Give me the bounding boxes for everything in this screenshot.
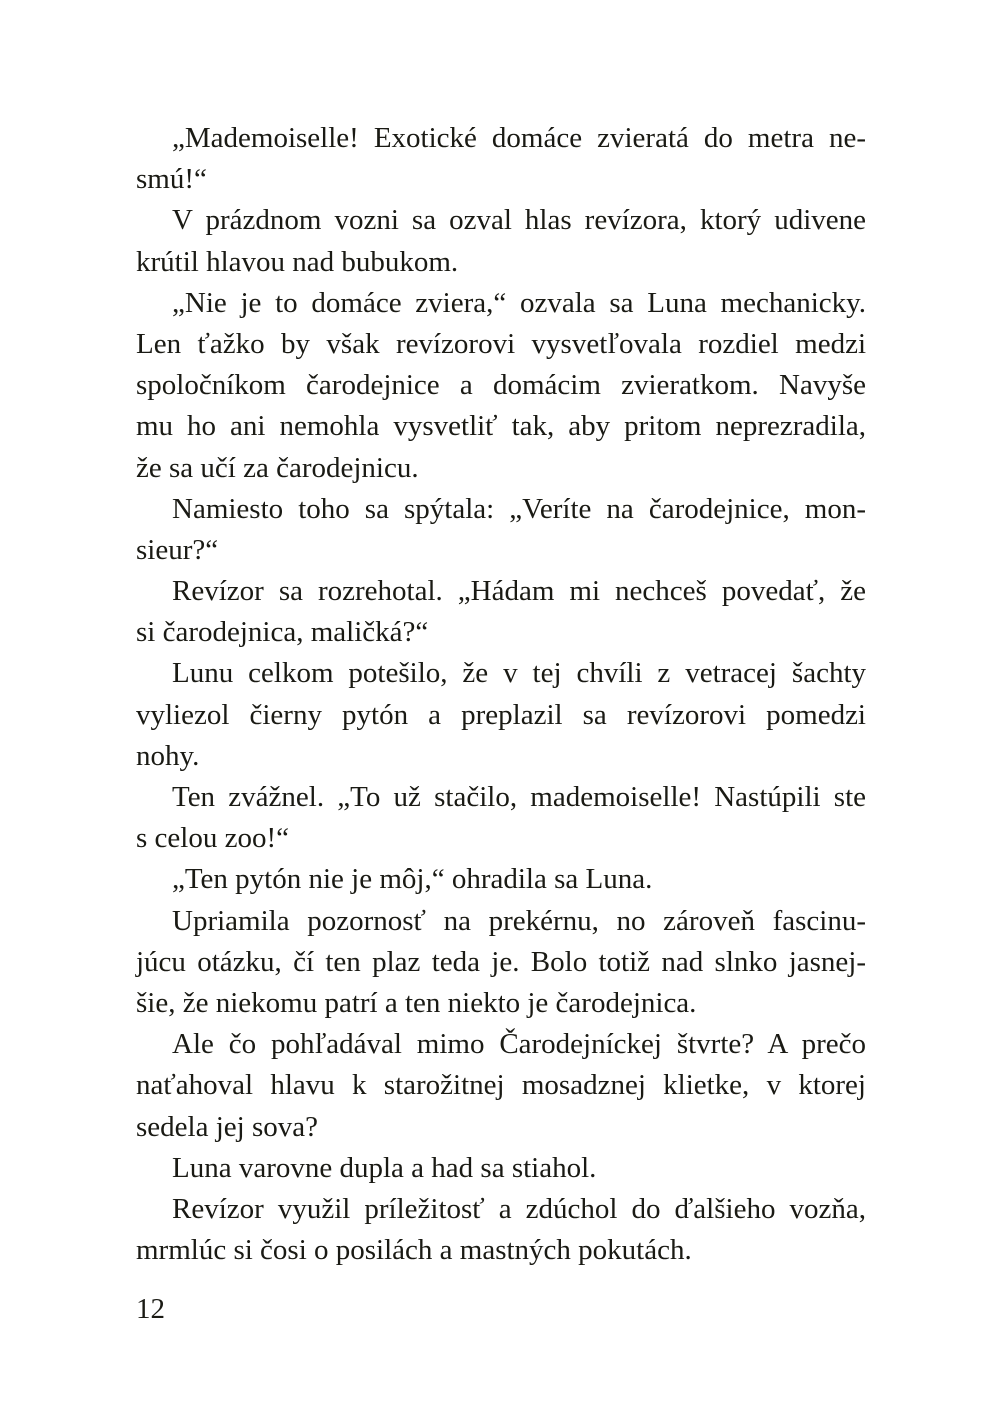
text-line: „Ten pytón nie je môj,“ ohradila sa Luna.	[172, 863, 653, 896]
text-line: sieur?“	[136, 533, 219, 566]
text-line: mrmlúc si čosi o posilách a mastných pokutách.	[136, 1234, 692, 1267]
text-line: si čarodejnica, maličká?“	[136, 616, 429, 649]
page-number: 12	[136, 1293, 165, 1325]
text-line: sedela jej sova?	[136, 1110, 318, 1143]
text-line: vyliezol čierny pytón a preplazil sa revízorovi pomedzi	[136, 698, 866, 731]
text-line: s celou zoo!“	[136, 822, 289, 855]
text-line: V prázdnom vozni sa ozval hlas revízora, ktorý udivene	[172, 204, 866, 237]
text-line: Luna varovne dupla a had sa stiahol.	[172, 1151, 597, 1184]
text-line: „Nie je to domáce zviera,“ ozvala sa Luna mechanicky.	[172, 286, 866, 319]
text-line: smú!“	[136, 163, 207, 196]
text-line: naťahoval hlavu k starožitnej mosadznej klietke, v ktorej	[136, 1069, 866, 1102]
text-line: Len ťažko by však revízorovi vysvetľovala rozdiel medzi	[136, 327, 866, 360]
body-text	[136, 118, 866, 1271]
text-line: spoločníkom čarodejnice a domácim zvieratkom. Navyše	[136, 369, 866, 402]
text-line: Lunu celkom potešilo, že v tej chvíli z vetracej šachty	[172, 657, 866, 690]
text-line: mu ho ani nemohla vysvetliť tak, aby pritom neprezradila,	[136, 410, 866, 443]
text-line: júcu otázku, čí ten plaz teda je. Bolo totiž nad slnko jasnej-	[136, 945, 866, 978]
text-line: Namiesto toho sa spýtala: „Veríte na čarodejnice, mon-	[172, 492, 866, 525]
text-line: Upriamila pozornosť na prekérnu, no zároveň fascinu-	[172, 904, 866, 937]
text-line: že sa učí za čarodejnicu.	[136, 451, 419, 484]
text-line: šie, že niekomu patrí a ten niekto je čarodejnica.	[136, 986, 697, 1019]
text-line: Ale čo pohľadával mimo Čarodejníckej štvrte? A prečo	[172, 1028, 866, 1061]
text-line: nohy.	[136, 739, 200, 772]
text-line: Revízor využil príležitosť a zdúchol do ďalšieho vozňa,	[172, 1192, 866, 1225]
text-line: Revízor sa rozrehotal. „Hádam mi nechceš povedať, že	[172, 575, 866, 608]
text-line: Ten zvážnel. „To už stačilo, mademoiselle! Nastúpili ste	[172, 781, 866, 813]
text-line: krútil hlavou nad bubukom.	[136, 245, 459, 278]
text-line: „Mademoiselle! Exotické domáce zvieratá do metra ne-	[172, 122, 866, 154]
